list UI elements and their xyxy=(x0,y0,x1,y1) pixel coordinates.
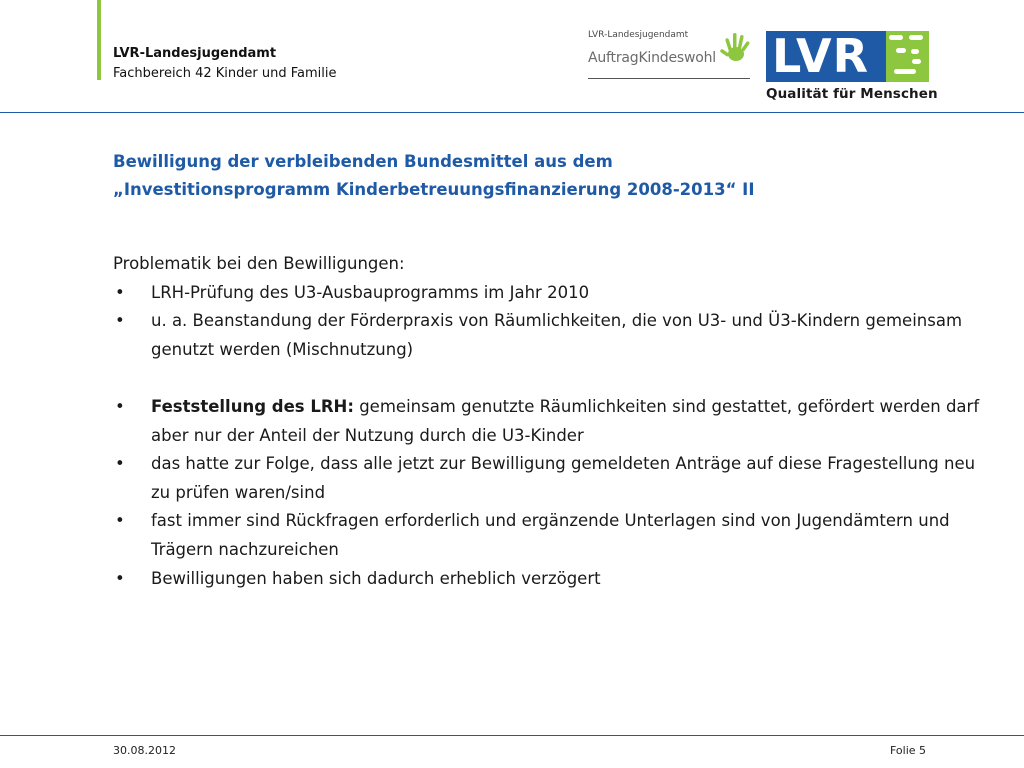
face-profile-icon xyxy=(886,31,929,82)
bullet-text: das hatte zur Folge, dass alle jetzt zur Bewilligung gemeldeten Anträge auf diese Fragestellung neu zu prüfen waren/sind xyxy=(151,454,976,502)
bullet-icon: • xyxy=(115,511,125,531)
spacer xyxy=(113,364,983,393)
bullet-text: Bewilligungen haben sich dadurch erheblich verzögert xyxy=(151,568,601,588)
bullet-icon: • xyxy=(115,454,125,474)
intro-text: Problematik bei den Bewilligungen: xyxy=(113,254,405,273)
lvr-logo-letters: LVR xyxy=(772,29,869,83)
bullet-icon: • xyxy=(115,396,125,416)
bullet-icon: • xyxy=(115,568,125,588)
bullet-icon: • xyxy=(115,282,125,302)
slide-title xyxy=(113,148,973,204)
org-title: LVR-Landesjugendamt xyxy=(113,46,277,61)
slide-body xyxy=(113,250,983,593)
bullet-list-1 xyxy=(113,279,983,365)
footer-page-number: Folie 5 xyxy=(890,744,927,757)
bullet-item xyxy=(113,450,983,507)
bullet-item xyxy=(113,279,983,308)
bullet-item xyxy=(113,507,983,564)
footer-date: 30.08.2012 xyxy=(113,744,176,757)
bullet-icon: • xyxy=(115,311,125,331)
lvr-logo-tagline: Qualität für Menschen xyxy=(766,86,938,102)
hand-icon xyxy=(720,30,754,64)
bullet-list-2 xyxy=(113,393,983,593)
bullet-text: fast immer sind Rückfragen erforderlich und ergänzende Unterlagen sind von Jugendämtern und Trägern nachzureichen xyxy=(151,511,950,559)
footer-divider xyxy=(0,735,1024,736)
bullet-text: LRH-Prüfung des U3-Ausbauprogramms im Jahr 2010 xyxy=(151,282,590,302)
bullet-item xyxy=(113,393,983,450)
auftrag-logo-main-text: AuftragKindeswohl xyxy=(588,50,716,66)
header-accent-bar xyxy=(97,0,101,80)
auftrag-logo-underline xyxy=(588,78,750,79)
slide-title-line-1: Bewilligung der verbleibenden Bundesmittel aus dem xyxy=(113,152,613,171)
lvr-logo xyxy=(766,29,938,102)
bullet-item xyxy=(113,307,983,364)
finding-text: gemeinsam genutzte Räumlichkeiten sind gestattet, gefördert werden darf aber nur der Anteil der Nutzung durch die U3-Kinder xyxy=(151,396,980,445)
auftrag-kindeswohl-logo xyxy=(588,30,753,82)
org-subtitle: Fachbereich 42 Kinder und Familie xyxy=(113,66,337,81)
header-divider xyxy=(0,112,1024,113)
finding-label: Feststellung des LRH: xyxy=(151,396,354,416)
bullet-text: u. a. Beanstandung der Förderpraxis von Räumlichkeiten, die von U3- und Ü3-Kindern gemeinsam genutzt werden (Mischnutzung) xyxy=(151,311,963,359)
bullet-item xyxy=(113,565,983,594)
slide-title-line-2: „Investitionsprogramm Kinderbetreuungsfinanzierung 2008-2013“ II xyxy=(113,180,755,199)
auftrag-logo-small-text: LVR-Landesjugendamt xyxy=(588,30,689,40)
